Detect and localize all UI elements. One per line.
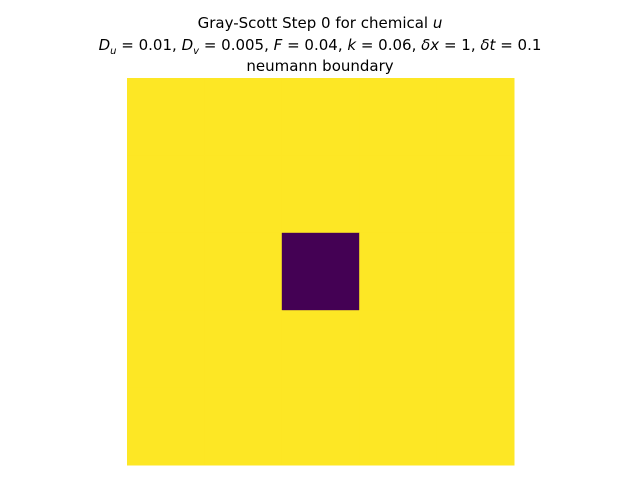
heatmap-cell-r0-c1	[204, 78, 282, 156]
param-value-3: 0.06	[378, 36, 412, 54]
heatmap-cell-r0-c3	[359, 78, 437, 156]
heatmap-cell-r2-c1	[204, 233, 282, 311]
heatmap-cell-r4-c3	[359, 388, 437, 466]
param-4: δx = 1	[421, 36, 471, 54]
heatmap-cell-r0-c2	[282, 78, 360, 156]
param-value-1: 0.005	[221, 36, 265, 54]
heatmap-cell-r4-c2	[282, 388, 360, 466]
heatmap-cell-r3-c2	[282, 310, 360, 388]
chart-title-parameters: $D_u = 0.01$, $D_v = 0.005$, F = 0.04, k = 0.06, δx = 1, δt = 0.1	[98, 36, 542, 57]
heatmap-cell-r4-c4	[437, 388, 515, 466]
param-3: k = 0.06	[347, 36, 412, 54]
heatmap-cell-r1-c1	[204, 155, 282, 233]
heatmap-cell-r1-c4	[437, 155, 515, 233]
heatmap-cell-r1-c2	[282, 155, 360, 233]
heatmap-cell-r3-c0	[127, 310, 205, 388]
title-prefix: Gray-Scott Step 0 for chemical	[197, 14, 433, 32]
heatmap-cell-r4-c0	[127, 388, 205, 466]
param-2: F = 0.04	[273, 36, 338, 54]
param-0: $D_u = 0.01$	[98, 36, 173, 57]
heatmap-cell-r3-c1	[204, 310, 282, 388]
title-variable: u	[432, 14, 443, 32]
heatmap-cell-r2-c0	[127, 233, 205, 311]
heatmap-cell-r0-c0	[127, 78, 205, 156]
heatmap-cell-r0-c4	[437, 78, 515, 156]
param-value-0: 0.01	[138, 36, 173, 54]
heatmap-cell-r1-c3	[359, 155, 437, 233]
heatmap-cell-r3-c4	[437, 310, 515, 388]
heatmap-cell-r2-c3	[359, 233, 437, 311]
chart-title-line-3: neumann boundary	[246, 57, 394, 75]
param-1: $D_v = 0.005$	[181, 36, 265, 57]
param-value-5: 0.1	[517, 36, 542, 54]
heatmap-cell-r2-c4	[437, 233, 515, 311]
heatmap-cell-r4-c1	[204, 388, 282, 466]
param-value-2: 0.04	[304, 36, 338, 54]
param-5: δt = 0.1	[480, 36, 542, 54]
param-value-4: 1	[461, 36, 471, 54]
heatmap-cell-r2-c2	[282, 233, 360, 311]
heatmap-cell-r3-c3	[359, 310, 437, 388]
heatmap-cell-r1-c0	[127, 155, 205, 233]
